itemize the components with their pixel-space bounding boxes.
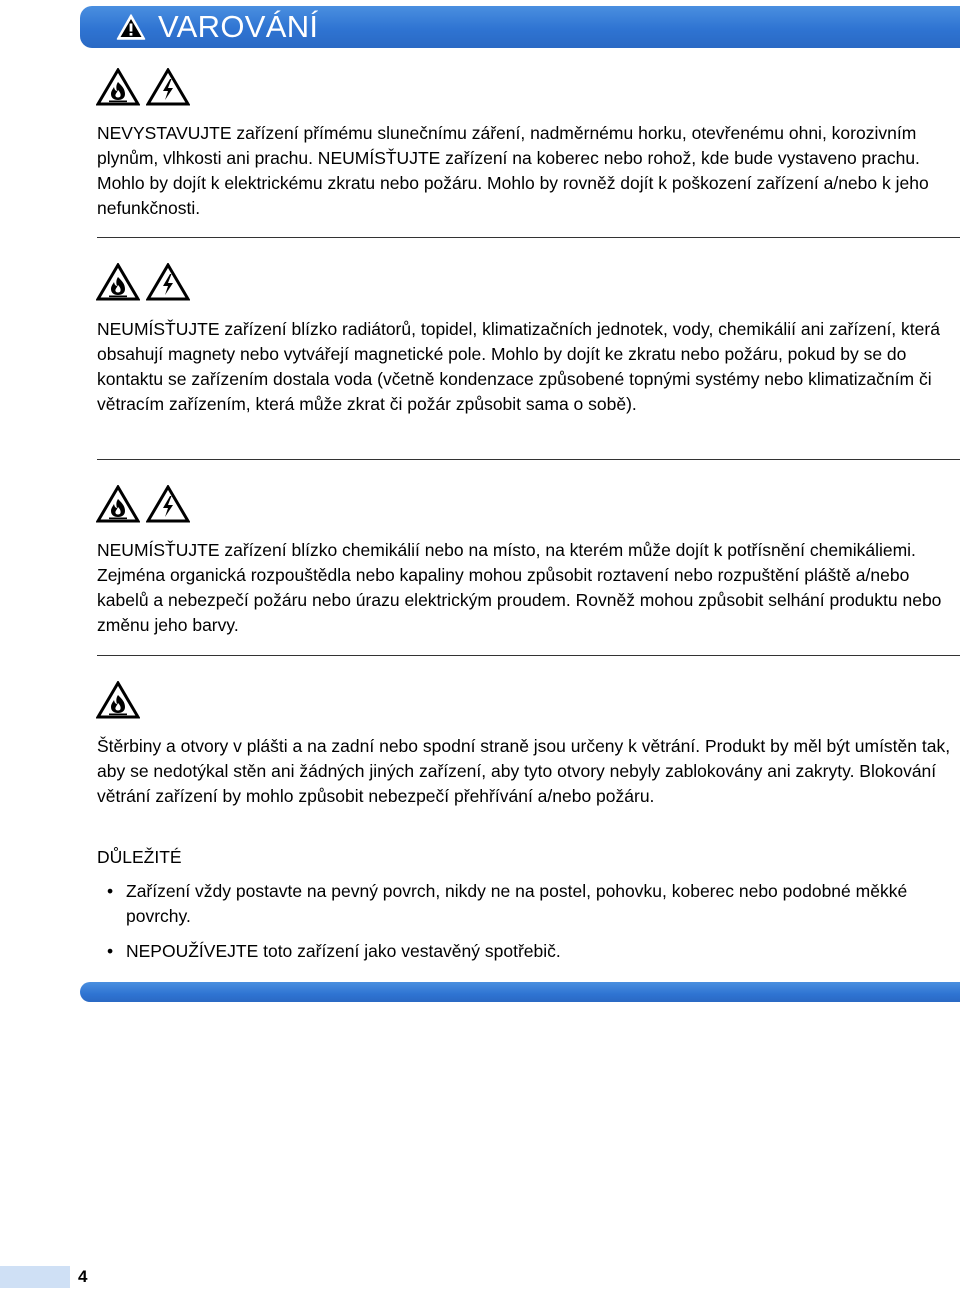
list-item [97, 879, 959, 929]
hazard-icons-3 [96, 485, 190, 523]
fire-hazard-icon [96, 681, 140, 719]
warning-header-banner [80, 6, 960, 48]
hazard-icons-4 [96, 681, 140, 719]
list-item-text: NEPOUŽÍVEJTE toto zařízení jako vestavěný spotřebič. [126, 941, 561, 961]
warning-footer-bar [80, 982, 960, 1002]
fire-hazard-icon [96, 263, 140, 301]
electric-hazard-icon [146, 68, 190, 106]
section-divider [97, 237, 960, 238]
fire-hazard-icon [96, 68, 140, 106]
list-item-text: Zařízení vždy postavte na pevný povrch, nikdy ne na postel, pohovku, koberec nebo podobné měkké povrchy. [126, 881, 908, 926]
electric-hazard-icon [146, 485, 190, 523]
important-list [97, 879, 959, 974]
page-number: 4 [78, 1267, 88, 1286]
section-divider [97, 655, 960, 656]
hazard-icons-2 [96, 263, 190, 301]
important-label: DŮLEŽITÉ [97, 847, 182, 867]
hazard-icons-1 [96, 68, 190, 106]
fire-hazard-icon [96, 485, 140, 523]
electric-hazard-icon [146, 263, 190, 301]
bullet-icon: • [107, 941, 114, 961]
section-divider [97, 459, 960, 460]
warning-text-1: NEVYSTAVUJTE zařízení přímému slunečnímu záření, nadměrnému horku, otevřenému ohni, korozivním plynům, vlhkosti ani prachu. NEUMÍSŤUJTE zařízení na koberec nebo rohož, kde bude vystaveno prachu. Mohlo by dojít k elektrickému zkratu nebo požáru. Mohlo by rovněž dojít k poškození zařízení a/nebo k jeho nefunkčnosti. [97, 123, 929, 218]
warning-text-3: NEUMÍSŤUJTE zařízení blízko chemikálií nebo na místo, na kterém může dojít k potřísnění chemikáliemi. Zejména organická rozpouštědla nebo kapaliny mohou způsobit roztavení nebo rozpuštění pláště a/nebo kabelů a nebezpečí požáru nebo úrazu elektrickým proudem. Rovněž mohou způsobit selhání produktu nebo změnu jeho barvy. [97, 540, 942, 635]
warning-text-4: Štěrbiny a otvory v plášti a na zadní nebo spodní straně jsou určeny k větrání. Produkt by měl být umístěn tak, aby se nedotýkal stěn ani žádných jiných zařízení, aby tyto otvory nebyly zablokovány ani zakryty. Blokování větrání zařízení by mohlo způsobit nebezpečí přehřívání a/nebo požáru. [97, 736, 951, 806]
bullet-icon: • [107, 881, 114, 901]
list-item [97, 939, 959, 964]
page-tab-marker [0, 1266, 70, 1288]
page-title: VAROVÁNÍ [158, 9, 319, 44]
warning-triangle-icon [116, 13, 146, 41]
warning-text-2: NEUMÍSŤUJTE zařízení blízko radiátorů, topidel, klimatizačních jednotek, vody, chemikálií ani zařízení, která obsahují magnety nebo vytvářejí magnetické pole. Mohlo by dojít ke zkratu nebo požáru, pokud by se do kontaktu se zařízením dostala voda (včetně kondenzace způsobené topnými systémy nebo klimatizačním či větracím zařízením, která může zkrat či požár způsobit sama o sobě). [97, 319, 940, 414]
